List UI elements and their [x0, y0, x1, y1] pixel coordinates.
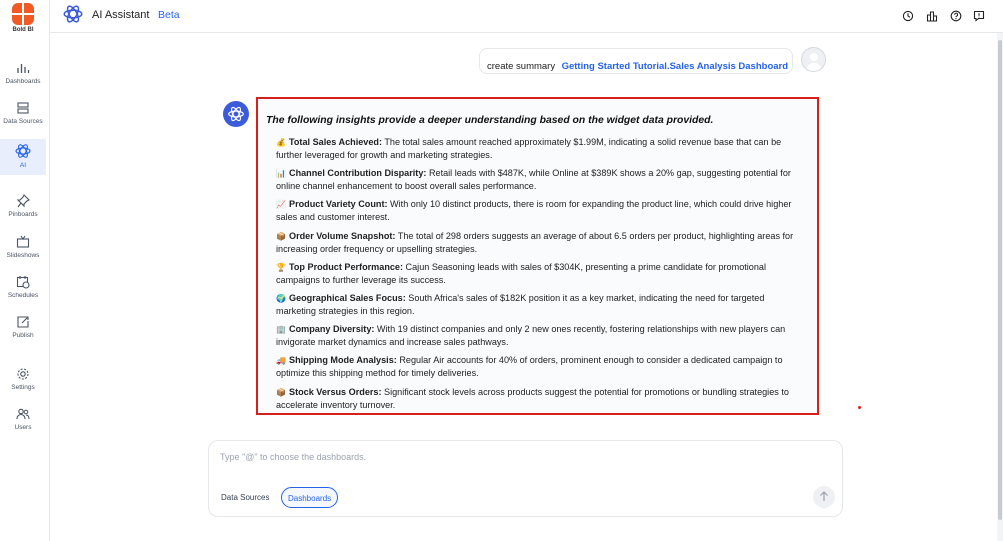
insight-emoji-icon: 🏢: [276, 325, 286, 335]
history-icon[interactable]: [902, 10, 914, 22]
insight-title: Stock Versus Orders:: [289, 386, 382, 397]
insight-title: Top Product Performance:: [289, 261, 404, 272]
send-button[interactable]: [813, 486, 835, 508]
page-title: AI Assistant: [92, 9, 150, 21]
bold-bi-logo[interactable]: [12, 3, 34, 25]
insight-title: Shipping Mode Analysis:: [289, 355, 397, 366]
insight-text: With only 10 distinct products, there is room for expanding the product line, which could drive higher sales and customer interest.: [276, 199, 792, 223]
sidebar-item-publish[interactable]: [0, 315, 46, 351]
sidebar-item-label: Dashboards: [5, 78, 41, 85]
user-avatar: [801, 47, 826, 72]
chat-composer[interactable]: [208, 440, 843, 517]
insight-title: Order Volume Snapshot:: [289, 230, 396, 241]
insight-emoji-icon: 🏆: [276, 262, 286, 272]
insight-title: Geographical Sales Focus:: [289, 292, 406, 303]
user-message-bubble: [479, 48, 793, 74]
sidebar-item-users[interactable]: [0, 407, 46, 443]
insight-text: Cajun Seasoning leads with sales of $304K, presenting a prime candidate for promotional campaigns to further leverage its success.: [276, 261, 766, 285]
dashboard-icon[interactable]: [926, 10, 938, 22]
bar-chart-icon: [16, 61, 30, 75]
sidebar-item-label: Slideshows: [6, 252, 40, 259]
sidebar-item-pinboards[interactable]: [0, 194, 46, 230]
red-dot-marker: [858, 406, 861, 409]
insight-title: Product Variety Count:: [289, 199, 388, 210]
sidebar-item-label: Schedules: [7, 292, 39, 299]
insight-emoji-icon: 📈: [276, 200, 286, 210]
insight-text: South Africa's sales of $182K position it as a key market, indicating the need for targeted marketing strategies in this region.: [276, 292, 765, 316]
insight-emoji-icon: 💰: [276, 138, 286, 147]
atom-icon: [227, 105, 245, 123]
sidebar-item-slideshows[interactable]: [0, 235, 46, 271]
insight-item: [276, 354, 805, 379]
insight-item: [276, 167, 805, 192]
insight-text: Retail leads with $487K, while Online at $389K shows a 20% gap, suggesting potential for online channel enhancement to boost overall sales performance.: [276, 168, 791, 192]
insight-text: Significant stock levels across products suggest the potential for promotions or bundling strategies to accelerate inventory turnover.: [276, 386, 789, 410]
sidebar-item-label: Publish: [12, 332, 34, 339]
insight-text: The total of 298 orders suggests an average of about 6.5 orders per product, highlighting areas for increasing order frequency or upselling strategies.: [276, 230, 794, 254]
assistant-response: [256, 97, 819, 415]
insight-item: [276, 323, 805, 348]
monitor-icon: [16, 235, 30, 249]
sidebar-item-ai[interactable]: [0, 139, 46, 175]
sidebar-item-settings[interactable]: [0, 367, 46, 403]
calendar-clock-icon: [16, 275, 30, 289]
header-bar: [50, 0, 1003, 33]
sidebar-item-data-sources[interactable]: [0, 101, 46, 137]
atom-icon: [15, 143, 31, 159]
sidebar-item-schedules[interactable]: [0, 275, 46, 311]
chip-data-sources[interactable]: Data Sources: [221, 493, 270, 502]
insight-title: Company Diversity:: [289, 324, 375, 335]
insight-emoji-icon: 📦: [276, 231, 286, 241]
scrollbar-thumb[interactable]: [998, 40, 1002, 520]
publish-icon: [16, 315, 30, 329]
feedback-icon[interactable]: [973, 10, 985, 22]
insight-title: Total Sales Achieved:: [289, 137, 382, 147]
insight-item: [276, 292, 805, 317]
insight-title: Channel Contribution Disparity:: [289, 168, 427, 179]
chip-dashboards[interactable]: Dashboards: [281, 487, 338, 508]
ai-assistant-logo-icon: [63, 4, 83, 24]
insight-item: [276, 198, 805, 223]
insight-item: [276, 261, 805, 286]
sidebar-item-dashboards[interactable]: [0, 61, 46, 97]
help-icon[interactable]: [950, 10, 962, 22]
response-heading: The following insights provide a deeper understanding based on the widget data provided.: [266, 115, 714, 126]
gear-icon: [16, 367, 30, 381]
beta-badge: Beta: [158, 9, 180, 21]
insight-text: The total sales amount reached approximately $1.99M, indicating a solid revenue base that can be further leveraged for growth and marketing strategies.: [276, 137, 782, 160]
sidebar-item-label: Data Sources: [3, 118, 43, 125]
insight-text: Regular Air accounts for 40% of orders, prominent enough to consider a dedicated campaign to optimize this shipping method for timely deliveries.: [276, 355, 783, 379]
sidebar: [0, 0, 50, 541]
server-icon: [16, 101, 30, 115]
sidebar-item-label: Settings: [11, 384, 35, 391]
insight-item: [276, 136, 805, 161]
user-message-text: create summary: [487, 61, 556, 72]
insight-item: [276, 386, 805, 411]
arrow-up-icon: [819, 491, 829, 502]
assistant-avatar: [223, 101, 249, 127]
insight-text: With 19 distinct companies and only 2 new ones recently, fostering relationships with new players can invigorate market dynamics and increase sales pathways.: [276, 324, 786, 348]
insight-emoji-icon: 🌍: [276, 293, 286, 303]
dashboard-mention-link[interactable]: Getting Started Tutorial.Sales Analysis Dashboard: [561, 61, 789, 72]
insight-emoji-icon: 🚚: [276, 356, 286, 366]
sidebar-item-label: AI: [19, 162, 27, 169]
users-icon: [16, 407, 30, 421]
insight-emoji-icon: 📦: [276, 387, 286, 397]
insight-item: [276, 230, 805, 255]
pin-icon: [16, 194, 30, 208]
insight-emoji-icon: 📊: [276, 169, 286, 179]
sidebar-item-label: Users: [14, 424, 32, 431]
insights-list: [266, 136, 805, 411]
message-input-placeholder[interactable]: Type "@" to choose the dashboards.: [220, 452, 367, 462]
brand-name: Bold BI: [12, 27, 34, 33]
sidebar-item-label: Pinboards: [8, 211, 38, 218]
